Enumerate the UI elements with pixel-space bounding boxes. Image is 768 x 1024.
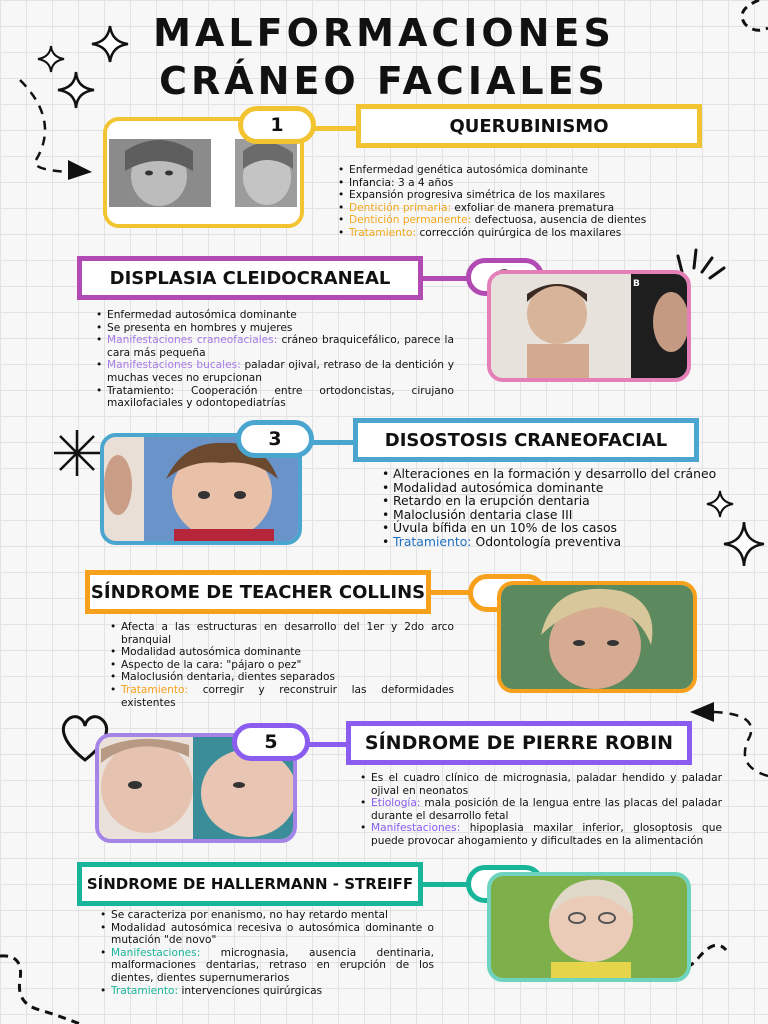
- list-item: • Tratamiento: corregir y reconstruir las deformidades existentes: [108, 684, 454, 709]
- section-3-heading: DISOSTOSIS CRANEOFACIAL: [353, 418, 699, 462]
- list-item: • Se presenta en hombres y mujeres: [94, 322, 454, 335]
- section-4-list: [108, 621, 454, 709]
- section-2-list: [94, 309, 454, 410]
- section-3-list: [380, 467, 728, 549]
- list-item: • Modalidad autosómica dominante: [108, 646, 454, 659]
- page-title-line-2: CRÁNEO FACIALES: [159, 59, 609, 103]
- list-item: • Se caracteriza por enanismo, no hay retardo mental: [98, 909, 434, 922]
- list-item: • Afecta a las estructuras en desarrollo del 1er y 2do arco branquial: [108, 621, 454, 646]
- list-item: • Úvula bífida en un 10% de los casos: [380, 521, 728, 535]
- list-item: • Modalidad autosómica recesiva o autosómica dominante o mutación "de novo": [98, 922, 434, 947]
- section-5-list: [358, 772, 722, 848]
- list-item: • Expansión progresiva simétrica de los maxilares: [336, 189, 736, 202]
- section-6-heading: SÍNDROME DE HALLERMANN - STREIFF: [77, 862, 423, 906]
- swirl-doodle-top-right: [735, 0, 768, 36]
- list-item: • Modalidad autosómica dominante: [380, 481, 728, 495]
- list-item: • Dentición permanente: defectuosa, ausencia de dientes: [336, 214, 736, 227]
- section-4-heading: SÍNDROME DE TEACHER COLLINS: [85, 570, 431, 614]
- list-item: • Aspecto de la cara: "pájaro o pez": [108, 659, 454, 672]
- section-4-photo: [497, 581, 697, 693]
- list-item: • Tratamiento: corrección quirúrgica de los maxilares: [336, 227, 736, 240]
- swirl-doodle-bottom-left: [0, 950, 90, 1024]
- section-3-number: 3: [236, 420, 314, 458]
- list-item: • Manifestaciones bucales: paladar ojival, retraso de la dentición y muchas veces no erupcionan: [94, 359, 454, 384]
- star-burst-doodle: [52, 428, 102, 478]
- section-6-list: [98, 909, 434, 997]
- dashed-arrow-left: [0, 80, 110, 180]
- list-item: • Tratamiento: intervenciones quirúrgicas: [98, 985, 434, 998]
- section-2-photo: [487, 270, 691, 382]
- list-item: • Tratamiento: Cooperación entre ortodoncistas, cirujano maxilofaciales y odontopediatrías: [94, 385, 454, 410]
- list-item: • Maloclusión dentaria, dientes separados: [108, 671, 454, 684]
- list-item: • Manifestaciones: micrognasia, ausencia dentinaria, malformaciones dentarias, retraso en erupción de los dientes, dientes supernumerarios: [98, 947, 434, 985]
- section-5-heading: SÍNDROME DE PIERRE ROBIN: [346, 721, 692, 765]
- list-item: • Dentición primaria: exfoliar de manera prematura: [336, 202, 736, 215]
- list-item: • Tratamiento: Odontología preventiva: [380, 535, 728, 549]
- list-item: • Manifestaciones: hipoplasia maxilar inferior, glosoptosis que puede provocar ahogamiento y dificultades en la alimentación: [358, 822, 722, 847]
- list-item: • Enfermedad autosómica dominante: [94, 309, 454, 322]
- list-item: • Manifestaciones craneofaciales: cráneo braquicefálico, parece la cara más pequeña: [94, 334, 454, 359]
- page-title-line-1: MALFORMACIONES: [153, 11, 615, 55]
- list-item: • Enfermedad genética autosómica dominante: [336, 164, 736, 177]
- sparkle-icon-4: [722, 520, 766, 568]
- list-item: • Maloclusión dentaria clase III: [380, 508, 728, 522]
- list-item: • Alteraciones en la formación y desarrollo del cráneo: [380, 467, 728, 481]
- section-1-heading: QUERUBINISMO: [356, 104, 702, 148]
- list-item: • Etiología: mala posición de la lengua entre las placas del paladar durante el desarrollo fetal: [358, 797, 722, 822]
- section-1-number: 1: [238, 106, 316, 144]
- list-item: • Infancia: 3 a 4 años: [336, 177, 736, 190]
- section-1-list: [336, 164, 736, 240]
- section-6-photo: [487, 872, 691, 982]
- section-2-heading: DISPLASIA CLEIDOCRANEAL: [77, 256, 423, 300]
- list-item: • Es el cuadro clínico de micrognasia, paladar hendido y paladar ojival en neonatos: [358, 772, 722, 797]
- section-5-number: 5: [232, 723, 310, 761]
- list-item: • Retardo en la erupción dentaria: [380, 494, 728, 508]
- sparkle-icon: [88, 22, 154, 66]
- photo-tag: B: [633, 279, 640, 289]
